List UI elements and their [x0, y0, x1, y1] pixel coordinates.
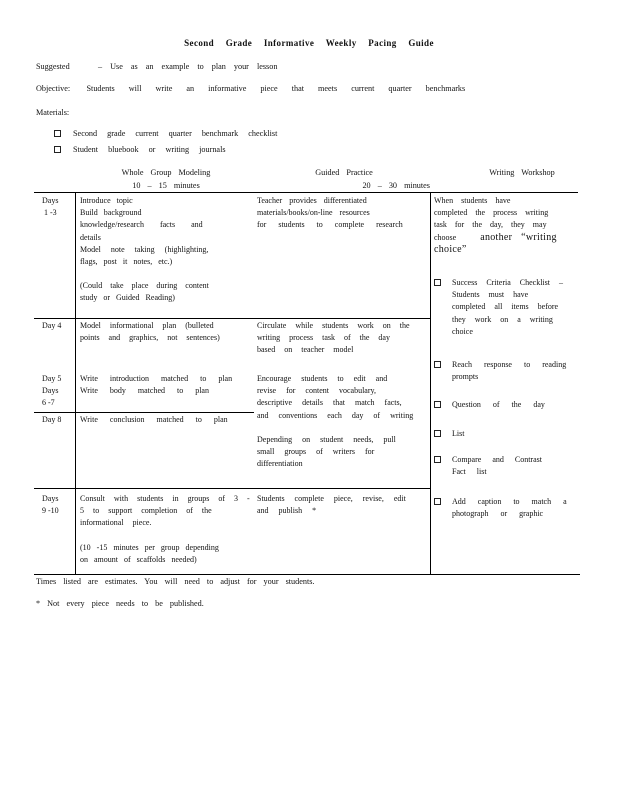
row-divider	[34, 412, 254, 413]
table-rule	[34, 192, 578, 193]
workshop-item: Compare and Contrast Fact list	[452, 455, 542, 477]
suggested-label: Suggested	[36, 62, 70, 71]
page-title: Second Grade Informative Weekly Pacing Guide	[184, 38, 434, 48]
materials-item: Student bluebook or writing journals	[73, 145, 226, 154]
row-divider	[34, 318, 430, 319]
day-label: Day 4	[42, 321, 62, 330]
guided-cell: Encourage students to edit and revise for content vocabulary, descriptive details that match facts, and conventions each day of writing Depending on student needs, pull small groups of writers for differentiation	[257, 374, 414, 469]
checkbox-icon	[54, 130, 61, 137]
whole-group-cell: Write introduction matched to plan Write body matched to plan	[80, 374, 233, 396]
whole-group-cell: Consult with students in groups of 3 - 5 to support completion of the informational piece. (10 -15 minutes per group depending on amount of scaffolds needed)	[80, 494, 250, 564]
workshop-item: Add caption to match a photograph or graphic	[452, 497, 567, 519]
column-divider	[430, 192, 431, 574]
header-whole-group-time: 10 – 15 minutes	[132, 181, 200, 190]
workshop-item: Reach response to reading prompts	[452, 360, 567, 382]
workshop-item: Question of the day	[452, 400, 545, 409]
column-divider	[75, 192, 76, 574]
guided-cell: Circulate while students work on the writing process task of the day based on teacher model	[257, 321, 410, 355]
guided-cell: Students complete piece, revise, edit and publish *	[257, 494, 406, 516]
checkbox-icon	[434, 401, 441, 408]
materials-item: Second grade current quarter benchmark checklist	[73, 129, 278, 138]
workshop-emphasis: another “writing	[480, 231, 557, 243]
checkbox-icon	[54, 146, 61, 153]
checkbox-icon	[434, 361, 441, 368]
footer-note: Times listed are estimates. You will need to adjust for your students.	[36, 577, 315, 586]
guided-cell: Teacher provides differentiated materials/books/on-line resources for students to complete research	[257, 196, 403, 230]
footnote: * Not every piece needs to be published.	[36, 599, 204, 608]
checkbox-icon	[434, 279, 441, 286]
workshop-intro: When students have completed the process writing task for the day, they may choose another “writing choice”	[434, 196, 557, 255]
header-guided	[258, 166, 430, 192]
day-label: Days 9 -10	[42, 494, 59, 516]
header-whole-group-title: Whole Group Modeling	[121, 168, 211, 177]
header-whole-group	[76, 166, 256, 192]
whole-group-cell: Write conclusion matched to plan	[80, 415, 228, 424]
whole-group-cell: Introduce topic Build background knowledge/research facts and details Model note taking (highlighting, flags, post it notes, etc.) (Could take place during content study or Guided Reading)	[80, 196, 209, 303]
objective-label: Objective:	[36, 84, 71, 93]
workshop-item: List	[452, 429, 465, 438]
day-label: Day 8	[42, 415, 62, 424]
suggested-text: – Use as an example to plan your lesson	[98, 62, 278, 71]
objective-text: Students will write an informative piece that meets current quarter benchmarks	[86, 84, 466, 93]
objective-line	[36, 82, 465, 95]
suggested-line	[36, 60, 277, 73]
row-divider	[34, 488, 430, 489]
whole-group-cell: Model informational plan (bulleted points and graphics, not sentences)	[80, 321, 220, 343]
workshop-item: Success Criteria Checklist – Students must have completed all items before they work on a writing choice	[452, 278, 563, 336]
materials-label: Materials:	[36, 108, 70, 117]
day-label: Days 1 -3	[42, 196, 59, 218]
day-label: Day 5 Days 6 -7	[42, 374, 62, 408]
header-workshop: Writing Workshop	[489, 168, 555, 177]
header-guided-time: 20 – 30 minutes	[362, 181, 430, 190]
header-guided-title: Guided Practice	[315, 168, 373, 177]
checkbox-icon	[434, 430, 441, 437]
checkbox-icon	[434, 456, 441, 463]
checkbox-icon	[434, 498, 441, 505]
